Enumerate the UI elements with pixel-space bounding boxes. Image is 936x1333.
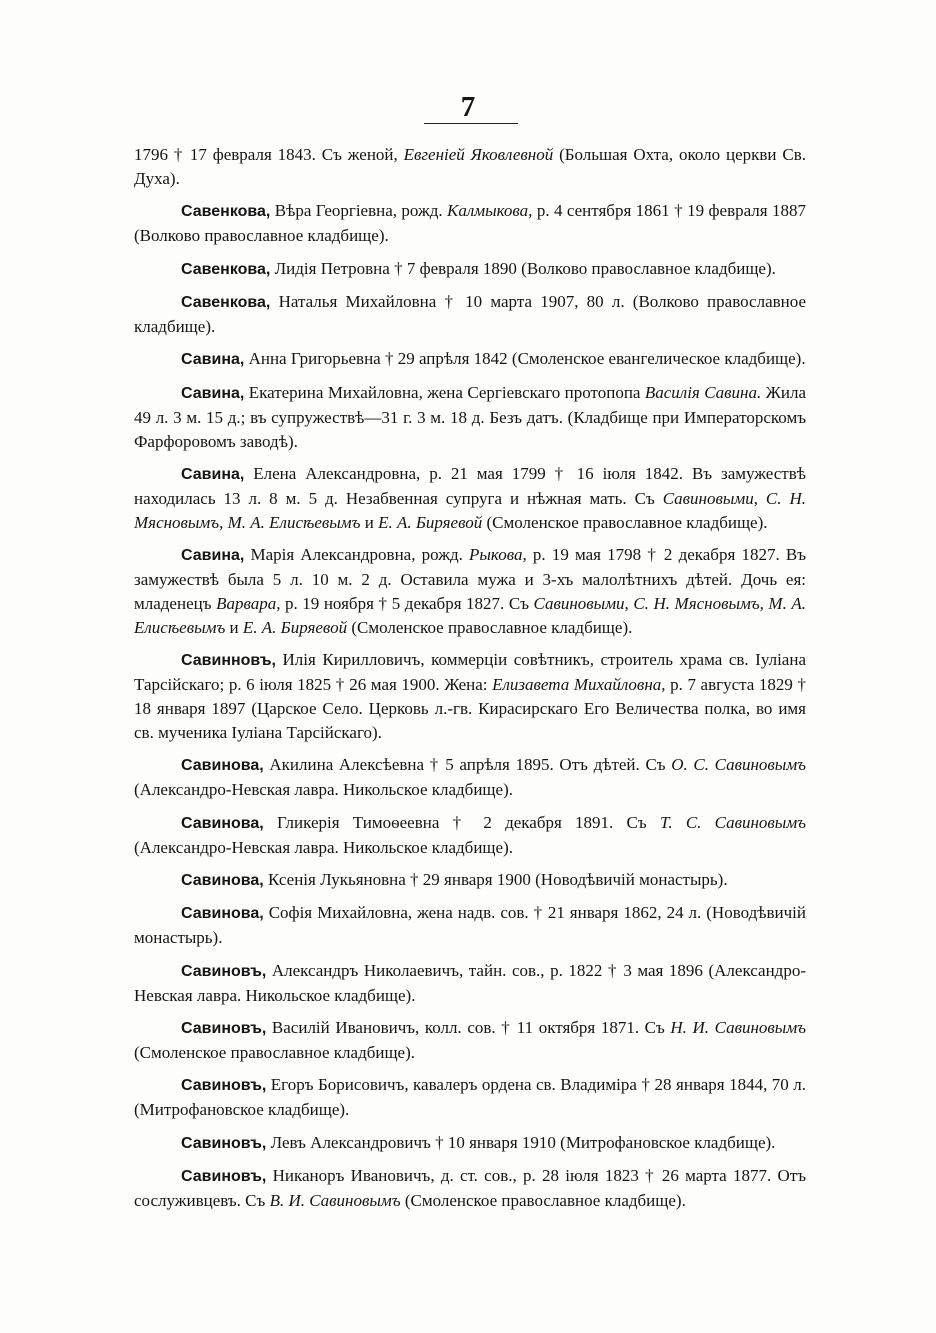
entry-text: Анна Григорьевна † 29 апрѣля 1842 (Смоленское евангелическое кладбище). xyxy=(244,349,806,369)
entry-surname: Савинновъ, xyxy=(181,652,276,670)
entry-item xyxy=(134,868,806,893)
entry-surname: Савина, xyxy=(181,465,245,483)
entry-surname: Савиновъ, xyxy=(181,1077,267,1095)
entry-item xyxy=(134,959,806,1008)
entry-item xyxy=(134,1073,806,1122)
entry-item xyxy=(134,462,806,535)
entry-surname: Савиновъ, xyxy=(181,1168,267,1186)
entry-text: Марія Александровна, рожд. Рыкова, р. 19 мая 1798 † 2 декабря 1827. Въ замужествѣ была 5 л. 10 м. 2 д. Оставила мужа и 3-хъ малолѣтнихъ дѣтей. Дочь ея: младенецъ Варвара, р. 19 ноября † 5 декабря 1827. Съ Савиновыми, С. Н. Мясновымъ, М. А. Елисѣевымъ и Е. А. Биряевой (Смоленское православное кладбище). xyxy=(134,545,807,637)
entry-text: Вѣра Георгіевна, рожд. Калмыкова, р. 4 сентября 1861 † 19 февраля 1887 (Волково православное кладбище). xyxy=(134,201,806,246)
entry-text: Екатерина Михайловна, жена Сергіевскаго протопопа Василія Савина. Жила 49 л. 3 м. 15 д.; въ супружествѣ—31 г. 3 м. 18 д. Безъ датъ. (Кладбище при Императорскомъ Фарфоровомъ заводѣ). xyxy=(134,382,806,451)
entry-text: Александръ Николаевичъ, тайн. сов., р. 1822 † 3 мая 1896 (Александро-Невская лавра. Никольское кладбище). xyxy=(134,960,806,1005)
entry-text: Илія Кирилловичъ, коммерціи совѣтникъ, строитель храма св. Іуліана Тарсійскаго; р. 6 іюля 1825 † 26 мая 1900. Жена: Елизавета Михайловна, р. 7 августа 1829 † 18 января 1897 (Царское Село. Церковь л.-гв. Кирасирскаго Его Величества полка, во имя св. мученика Іуліана Тарсійскаго). xyxy=(134,650,806,743)
entry-item xyxy=(134,1164,806,1213)
entry-text: Ксенія Лукьяновна † 29 января 1900 (Новодѣвичій монастырь). xyxy=(263,870,728,890)
entry-item xyxy=(134,1131,806,1156)
entry-text: Левъ Александровичъ † 10 января 1910 (Митрофановское кладбище). xyxy=(266,1132,776,1152)
entry-text: Софія Михайловна, жена надв. сов. † 21 января 1862, 24 л. (Новодѣвичій монастырь). xyxy=(134,903,806,948)
page-number: 7 xyxy=(460,91,476,123)
entry-item xyxy=(134,199,806,248)
entry-item xyxy=(134,753,806,802)
entry-surname: Савина, xyxy=(181,384,245,402)
entry-text: Никаноръ Ивановичъ, д. ст. сов., р. 28 іюля 1823 † 26 марта 1877. Отъ сослуживцевъ. Съ В. И. Савиновымъ (Смоленское православное кладбище). xyxy=(134,1166,806,1211)
entry-text: Егоръ Борисовичъ, кавалеръ ордена св. Владиміра † 28 января 1844, 70 л. (Митрофановское кладбище). xyxy=(134,1075,806,1120)
entry-text: Василій Ивановичъ, колл. сов. † 11 октября 1871. Съ Н. И. Савиновымъ (Смоленское православное кладбище). xyxy=(134,1018,806,1062)
entry-item xyxy=(134,290,806,339)
entry-item xyxy=(134,901,806,950)
entry-surname: Савинова, xyxy=(181,905,264,923)
entry-surname: Савиновъ, xyxy=(181,1020,267,1038)
entry-item xyxy=(134,811,806,860)
entry-surname: Савенкова, xyxy=(181,203,271,221)
entry-text: Гликерія Тимоѳеевна † 2 декабря 1891. Съ Т. С. Савиновымъ (Александро-Невская лавра. Никольское кладбище). xyxy=(134,812,806,857)
header-rule xyxy=(424,123,518,124)
entry-item xyxy=(134,143,806,191)
entry-item xyxy=(134,347,806,372)
entry-surname: Савинова, xyxy=(181,757,264,775)
entry-text: 1796 † 17 февраля 1843. Съ женой, Евгеніей Яковлевной (Большая Охта, около церкви Св. Духа). xyxy=(134,145,806,188)
entry-surname: Савинова, xyxy=(181,814,264,832)
entry-item xyxy=(134,648,806,745)
entry-text: Елена Александровна, р. 21 мая 1799 † 16 іюля 1842. Въ замужествѣ находилась 13 л. 8 м. 5 д. Незабвенная супруга и нѣжная мать. Съ Савиновыми, С. Н. Мясновымъ, М. А. Елисѣевымъ и Е. А. Биряевой (Смоленское православное кладбище). xyxy=(134,463,806,532)
entry-surname: Савина, xyxy=(181,351,245,369)
entry-text: Наталья Михайловна † 10 марта 1907, 80 л. (Волково православное кладбище). xyxy=(134,292,806,336)
entry-item xyxy=(134,1016,806,1065)
entry-surname: Савиновъ, xyxy=(181,1134,267,1152)
entry-list xyxy=(134,143,806,1221)
entry-surname: Савинова, xyxy=(181,872,264,890)
entry-surname: Савенкова, xyxy=(181,260,271,278)
entry-item xyxy=(134,381,806,454)
entry-text: Лидія Петровна † 7 февраля 1890 (Волково православное кладбище). xyxy=(270,258,776,278)
entry-surname: Савенкова, xyxy=(181,294,271,312)
entry-item xyxy=(134,257,806,282)
page-header xyxy=(0,92,936,122)
entry-text: Акилина Алексѣевна † 5 апрѣля 1895. Отъ дѣтей. Съ О. С. Савиновымъ (Александро-Невская лавра. Никольское кладбище). xyxy=(134,755,806,800)
entry-surname: Савиновъ, xyxy=(181,962,267,980)
entry-item xyxy=(134,543,806,640)
entry-surname: Савина, xyxy=(181,547,245,565)
